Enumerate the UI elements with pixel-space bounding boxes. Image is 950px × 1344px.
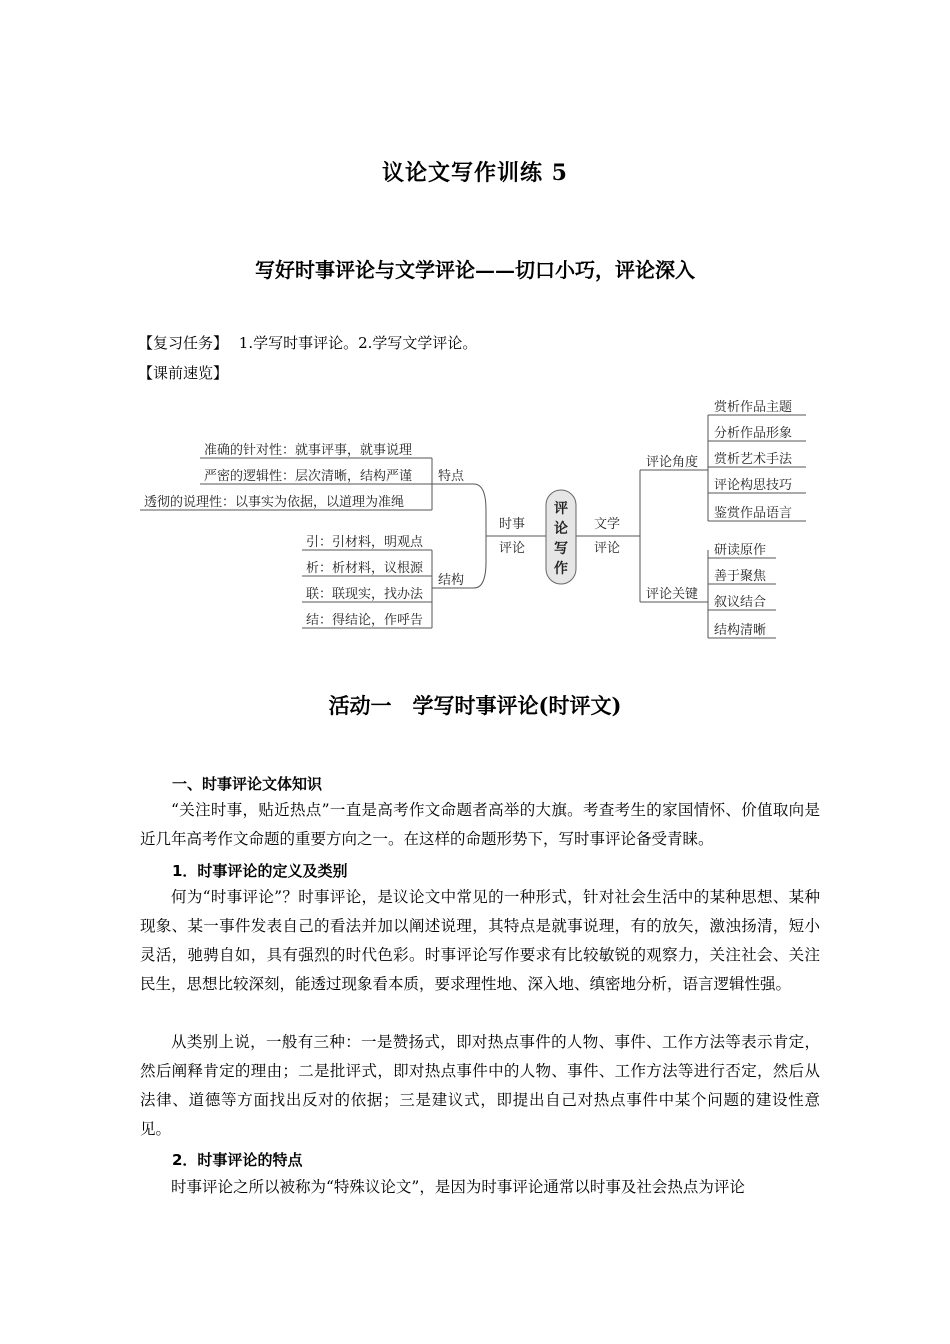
review-task: [138, 332, 477, 353]
activity-title: 活动一 学写时事评论(时评文): [328, 693, 622, 718]
center-char: 写: [554, 541, 568, 557]
paragraph: 从类别上说，一般有三种：一是赞扬式，即对热点事件的人物、事件、工作方法等表示肯定，然后阐释肯定的理由；二是批评式，即对热点事件中的人物、事件、工作方法等进行否定，然后从法律、道德等方面找出反对的依据；三是建议式，即提出自己对热点事件中某个问题的建设性意见。: [140, 1033, 820, 1138]
structure-item: 结：得结论，作呼告: [306, 613, 424, 628]
mind-map: [0, 380, 950, 645]
angle-label: 评论角度: [646, 455, 699, 470]
paragraph: 何为“时事评论”？时事评论，是议论文中常见的一种形式，针对社会生活中的某种思想、某种现象、某一事件发表自己的看法并加以阐述说理，其特点是就事说理，有的放矢，激浊扬清，短小灵活，驰骋自如，具有强烈的时代色彩。时事评论写作要求有比较敏锐的观察力，关注社会、关注民生，思想比较深刻，能透过现象看本质，要求理性地、深入地、缜密地分析，语言逻辑性强。: [140, 888, 820, 993]
key-label: 评论关键: [646, 587, 699, 602]
document-title: 议论文写作训练 5: [382, 160, 568, 186]
left-branch-label: 评论: [498, 541, 526, 556]
structure-item: 引：引材料，明观点: [306, 535, 424, 550]
subsection-heading: 2．时事评论的特点: [172, 1151, 303, 1169]
preview-label: 【课前速览】: [138, 364, 229, 382]
paragraph: 时事评论之所以被称为“特殊议论文”，是因为时事评论通常以时事及社会热点为评论: [171, 1178, 745, 1196]
right-branch-label: 评论: [593, 541, 621, 556]
paragraph: “关注时事，贴近热点”一直是高考作文命题者高举的大旗。考查考生的家国情怀、价值取向是近几年高考作文命题的重要方向之一。在这样的命题形势下，写时事评论备受青睐。: [140, 801, 820, 848]
key-item: 叙议结合: [714, 595, 767, 610]
center-char: 论: [554, 521, 568, 537]
key-item: 研读原作: [714, 543, 767, 558]
document-subtitle: 写好时事评论与文学评论——切口小巧，评论深入: [255, 258, 695, 282]
right-branch-label: 文学: [593, 517, 621, 532]
key-item: 结构清晰: [714, 623, 767, 638]
center-char: 评: [554, 501, 568, 517]
angle-item: 评论构思技巧: [714, 478, 793, 493]
review-task-text: 1.学写时事评论。2.学写文学评论。: [238, 334, 478, 352]
section-heading: 一、时事评论文体知识: [172, 775, 323, 793]
structure-item: 析：析材料，议根源: [306, 561, 424, 576]
structure-item: 联：联现实，找办法: [306, 587, 424, 602]
subsection-heading: 1．时事评论的定义及类别: [172, 862, 348, 880]
review-task-label: 【复习任务】: [138, 334, 229, 352]
features-label: 特点: [438, 469, 465, 484]
feature-item: 透彻的说理性：以事实为依据，以道理为准绳: [144, 495, 405, 510]
angle-item: 分析作品形象: [714, 426, 793, 441]
structure-label: 结构: [438, 573, 465, 588]
angle-item: 赏析艺术手法: [714, 452, 793, 467]
feature-item: 准确的针对性：就事评事，就事说理: [204, 443, 413, 458]
key-item: 善于聚焦: [714, 569, 767, 584]
angle-item: 鉴赏作品语言: [714, 506, 793, 521]
center-char: 作: [554, 561, 568, 577]
angle-item: 赏析作品主题: [714, 400, 793, 415]
feature-item: 严密的逻辑性：层次清晰，结构严谨: [204, 469, 413, 484]
left-branch-label: 时事: [498, 517, 526, 532]
